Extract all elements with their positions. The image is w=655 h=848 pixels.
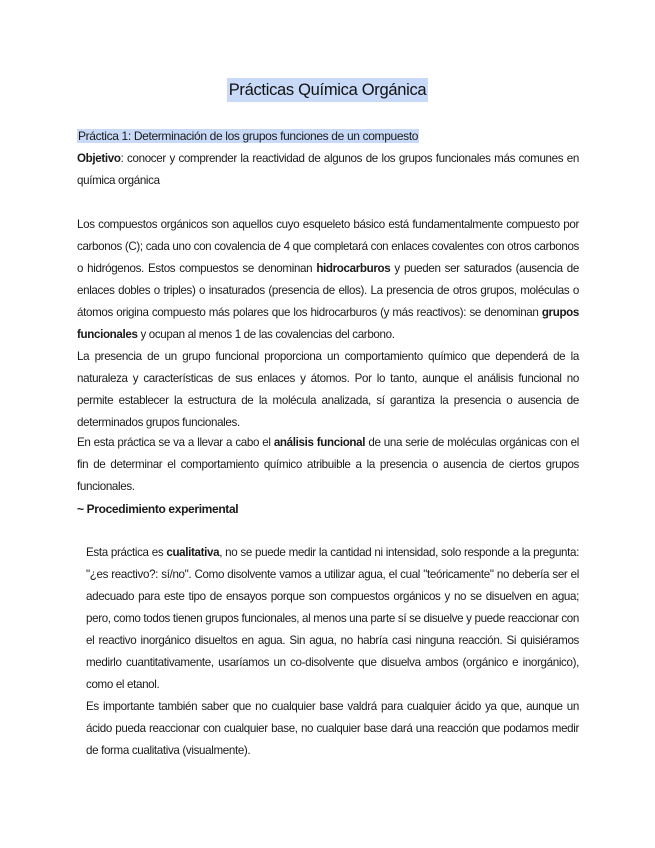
title-container [0, 78, 655, 102]
term-analisis-funcional: análisis funcional [273, 436, 366, 449]
term-hidrocarburos: hidrocarburos [316, 262, 391, 275]
procedure-heading-block [77, 498, 579, 520]
objective-text [77, 148, 579, 192]
term-cualitativa: cualitativa [166, 546, 220, 559]
analysis-text-a: En esta práctica se va a llevar a cabo el [77, 436, 274, 449]
objective-label: Objetivo [77, 152, 121, 165]
analysis-text [77, 432, 579, 498]
intro-section [77, 214, 579, 434]
document-title: Prácticas Química Orgánica [227, 78, 429, 102]
objective-description: : conocer y comprender la reactividad de algunos de los grupos funcionales más comunes en química orgánica [77, 152, 579, 187]
procedure-p1-text-a: Esta práctica es [86, 546, 167, 559]
objective-paragraph [77, 148, 579, 192]
procedure-section [86, 542, 579, 762]
intro-p1-text-a: Los compuestos orgánicos son aquellos cuyo esqueleto básico está fundamentalmente compuesto por carbonos (C); cada uno con covalencia de 4 que completará con enlaces covalentes con otros carbonos o hidrógenos. Estos compuestos se denominan [77, 218, 579, 275]
procedure-paragraph-2: Es importante también saber que no cualquier base valdrá para cualquier ácido ya que, aunque un ácido pueda reaccionar con cualquier base, no cualquier base dará una reacción que podamos medir de forma cualitativa (visualmente). [86, 700, 579, 757]
intro-paragraph-2: La presencia de un grupo funcional proporciona un comportamiento químico que dependerá de la naturaleza y características de sus enlaces y átomos. Por lo tanto, aunque el análisis funcional no permite establecer la estructura de la molécula analizada, sí garantiza la presencia o ausencia de determinados grupos funcionales. [77, 350, 579, 429]
practice-heading-block [77, 125, 579, 147]
practice-heading: Práctica 1: Determinación de los grupos funciones de un compuesto [78, 129, 419, 143]
analysis-text-c: de una serie de moléculas orgánicas con el fin de determinar el comportamiento químico atribuible a la presencia o ausencia de ciertos grupos funcionales. [77, 436, 579, 493]
analysis-paragraph [77, 432, 579, 498]
procedure-heading: ~ Procedimiento experimental [77, 502, 239, 516]
procedure-paragraph-1 [86, 542, 579, 696]
intro-p1-text-c: y pueden ser saturados (ausencia de enlaces dobles o triples) o insaturados (presencia de ellos). La presencia de otros grupos, moléculas o átomos origina compuesto más polares que los hidrocarburos (y más reactivos): se denominan [77, 262, 579, 319]
intro-paragraph-1 [77, 214, 579, 346]
term-grupos-funcionales: grupos funcionales [77, 306, 579, 341]
intro-p1-text-e: y ocupan al menos 1 de las covalencias del carbono. [137, 328, 395, 341]
procedure-p1-text-c: , no se puede medir la cantidad ni intensidad, solo responde a la pregunta: "¿es reactivo?: sí/no". Como disolvente vamos a utilizar agua, el cual "teóricamente" no debería ser el adecuado para este tipo de ensayos porque son compuestos orgánicos y no se disuelven en agua; pero, como todos tienen grupos funcionales, al menos una parte sí se disuelve y puede reaccionar con el reactivo inorgánico disueltos en agua. Sin agua, no habría casi ninguna reacción. Si quisiéramos medirlo cuantitativamente, usaríamos un co-disolvente que disuelva ambos (orgánico e inorgánico), como el etanol. [86, 546, 579, 691]
